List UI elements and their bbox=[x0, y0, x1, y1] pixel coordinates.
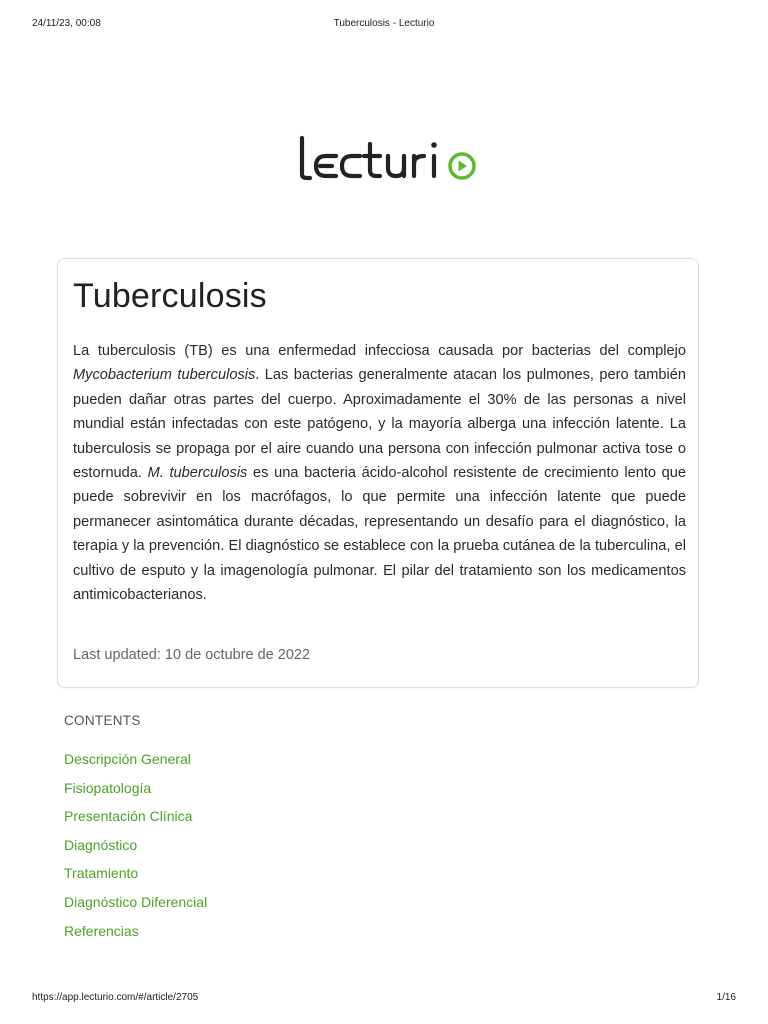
toc-item bbox=[64, 892, 207, 921]
summary-species-abbrev: M. tuberculosis bbox=[147, 465, 248, 482]
toc-link-fisiopatologia[interactable]: Fisiopatología bbox=[64, 779, 152, 796]
summary-species-name: Mycobacterium tuberculosis bbox=[73, 367, 256, 384]
print-date: 24/11/23, 00:08 bbox=[32, 18, 101, 29]
print-header bbox=[32, 18, 736, 32]
toc-item bbox=[64, 921, 207, 950]
print-title: Tuberculosis - Lecturio bbox=[333, 18, 435, 29]
article-title: Tuberculosis bbox=[73, 277, 267, 315]
toc-link-diagnostico-diferencial[interactable]: Diagnóstico Diferencial bbox=[64, 893, 208, 910]
play-circle-icon bbox=[450, 154, 474, 178]
toc-link-descripcion-general[interactable]: Descripción General bbox=[64, 751, 191, 767]
toc-item bbox=[64, 863, 207, 892]
toc-item bbox=[64, 749, 207, 778]
toc-link-presentacion-clinica[interactable]: Presentación Clínica bbox=[64, 808, 193, 825]
article-summary bbox=[73, 339, 686, 607]
summary-text: La tuberculosis (TB) es una enfermedad infecciosa causada por bacterias del complejo bbox=[73, 343, 686, 359]
print-footer bbox=[32, 992, 736, 1006]
toc-link-tratamiento[interactable]: Tratamiento bbox=[64, 865, 139, 882]
contents-heading: CONTENTS bbox=[64, 713, 141, 728]
summary-text: . Las bacterias generalmente atacan los pulmones, pero también pueden dañar otras partes del cuerpo. Aproximadamente el 30% de las personas a nivel mundial están infectadas con este patógeno, y la mayoría alberga una infección latente. La tuberculosis se propaga por el aire cuando una persona con infección pulmonar activa tose o estornuda. bbox=[73, 367, 686, 482]
toc-item bbox=[64, 778, 207, 807]
lecturio-logo[interactable] bbox=[296, 134, 486, 182]
summary-text: es una bacteria ácido-alcohol resistente de crecimiento lento que puede sobrevivir en los macrófagos, lo que permite una infección latente que puede permanecer asintomática durante décadas, representando un desafío para el diagnóstico, la terapia y la prevención. El diagnóstico se establece con la prueba cutánea de la tuberculina, el cultivo de esputo y la imagenología pulmonar. El pilar del tratamiento son los medicamentos antimicobacterianos. bbox=[73, 465, 686, 604]
toc-item bbox=[64, 806, 207, 835]
page-number: 1/16 bbox=[716, 992, 736, 1003]
print-url: https://app.lecturio.com/#/article/2705 bbox=[32, 992, 199, 1003]
toc-link-diagnostico[interactable]: Diagnóstico bbox=[64, 836, 138, 853]
article-summary-card bbox=[57, 258, 699, 688]
toc-link-referencias[interactable]: Referencias bbox=[64, 922, 139, 939]
table-of-contents bbox=[64, 749, 207, 949]
last-updated: Last updated: 10 de octubre de 2022 bbox=[73, 647, 311, 663]
toc-item bbox=[64, 835, 207, 864]
